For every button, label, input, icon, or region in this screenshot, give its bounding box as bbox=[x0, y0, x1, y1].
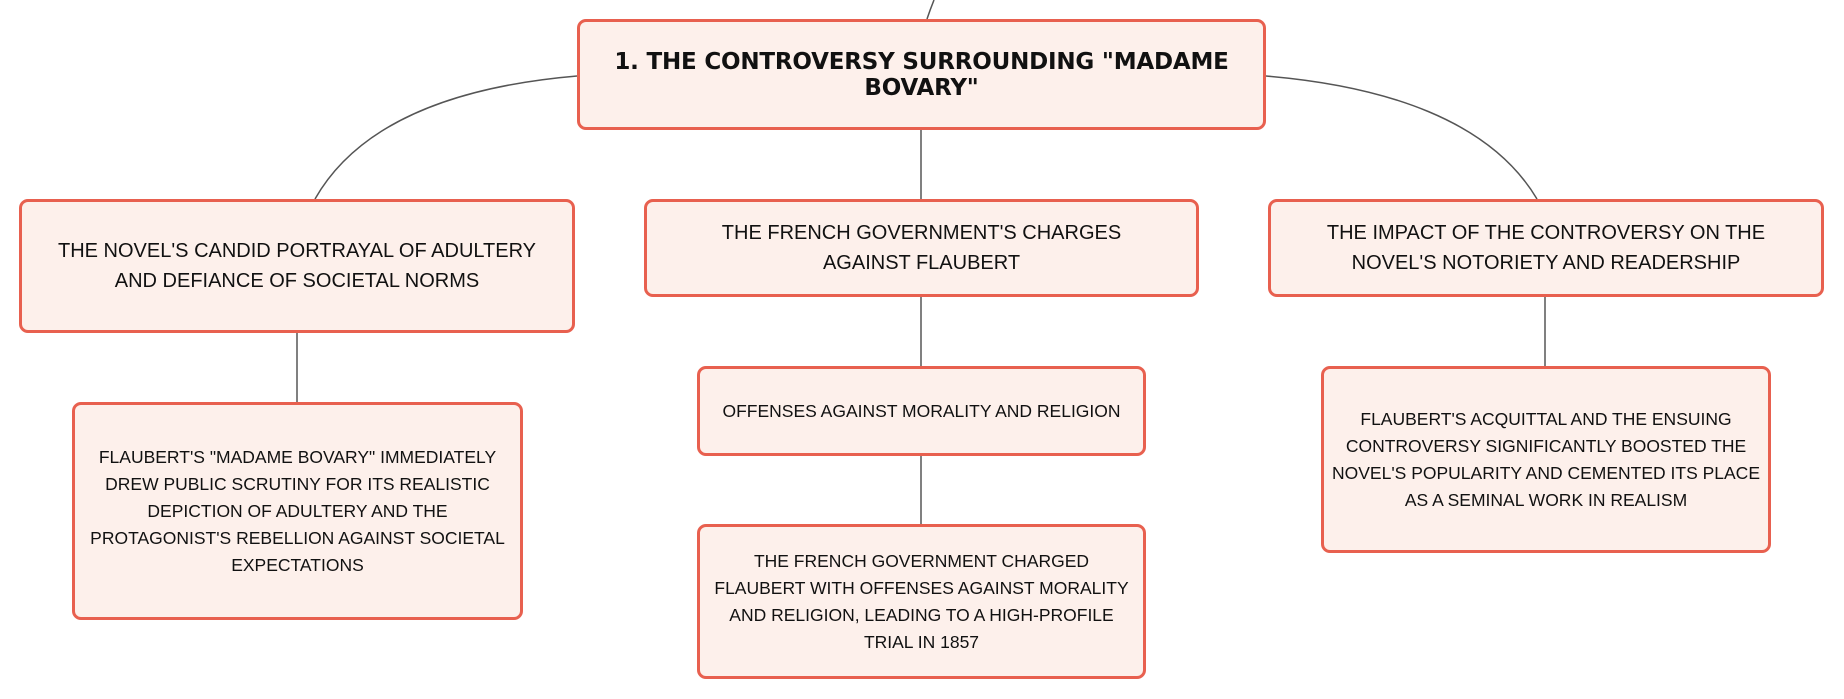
leaf-label-public-scrutiny: FLAUBERT'S "MADAME BOVARY" IMMEDIATELY DREW PUBLIC SCRUTINY FOR ITS REALISTIC DEPICTION OF ADULTERY AND THE PROTAGONIST'S REBELLION AGAINST SOCIETAL EXPECTATIONS bbox=[90, 446, 505, 575]
branch-node-impact[interactable] bbox=[1268, 199, 1824, 297]
leaf-node-trial[interactable] bbox=[697, 524, 1146, 679]
branch-label-impact: THE IMPACT OF THE CONTROVERSY ON THE NOVEL'S NOTORIETY AND READERSHIP bbox=[1326, 222, 1766, 274]
connector-root-to-branch-1 bbox=[315, 76, 577, 199]
root-topic-node[interactable] bbox=[577, 19, 1266, 130]
branch-label-portrayal: THE NOVEL'S CANDID PORTRAYAL OF ADULTERY AND DEFIANCE OF SOCIETAL NORMS bbox=[58, 240, 536, 292]
branch-node-government-charges[interactable] bbox=[644, 199, 1199, 297]
branch-node-portrayal[interactable] bbox=[19, 199, 575, 333]
subtopic-node-offenses[interactable] bbox=[697, 366, 1146, 456]
leaf-node-public-scrutiny[interactable] bbox=[72, 402, 523, 620]
leaf-label-acquittal: FLAUBERT'S ACQUITTAL AND THE ENSUING CONTROVERSY SIGNIFICANTLY BOOSTED THE NOVEL'S POPULARITY AND CEMENTED ITS PLACE AS A SEMINAL WORK IN REALISM bbox=[1332, 408, 1760, 510]
leaf-label-trial: THE FRENCH GOVERNMENT CHARGED FLAUBERT WITH OFFENSES AGAINST MORALITY AND RELIGION, LEADING TO A HIGH-PROFILE TRIAL IN 1857 bbox=[714, 550, 1129, 652]
root-topic-label: 1. THE CONTROVERSY SURROUNDING "MADAME BOVARY" bbox=[614, 48, 1229, 101]
connector-parent-to-root bbox=[927, 0, 934, 19]
leaf-node-acquittal[interactable] bbox=[1321, 366, 1771, 553]
branch-label-government-charges: THE FRENCH GOVERNMENT'S CHARGES AGAINST FLAUBERT bbox=[721, 222, 1122, 274]
connector-root-to-branch-3 bbox=[1266, 76, 1537, 199]
subtopic-label-offenses: OFFENSES AGAINST MORALITY AND RELIGION bbox=[722, 400, 1121, 421]
